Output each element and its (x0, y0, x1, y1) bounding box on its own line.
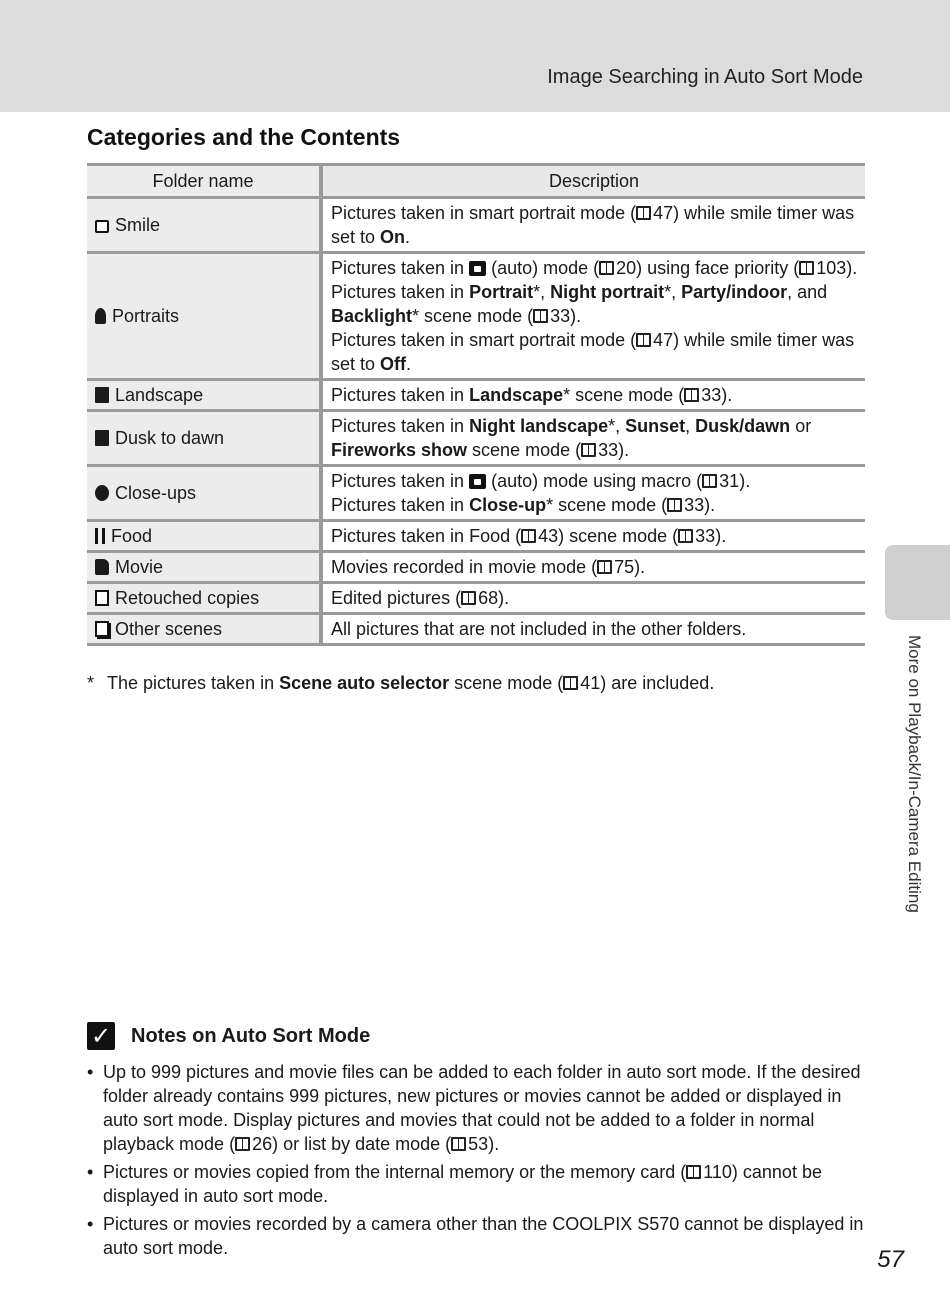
text-run: Pictures taken in (331, 258, 470, 278)
description-line (331, 586, 859, 610)
book-icon (636, 333, 651, 347)
description-cell (323, 615, 865, 646)
text-run: *, (664, 282, 682, 302)
retouch-icon (95, 590, 109, 606)
text-run: Pictures taken in (331, 471, 470, 491)
text-run: scene mode ( (449, 673, 564, 693)
book-icon (461, 591, 476, 605)
description-cell (323, 412, 865, 467)
text-run: or (790, 416, 812, 436)
text-run: 110) cannot be displayed in auto sort mode. (103, 1162, 822, 1206)
description-line (331, 493, 859, 517)
text-run: , and (787, 282, 828, 302)
book-icon (563, 676, 578, 690)
table-row (87, 522, 865, 553)
folder-name: Smile (115, 215, 161, 235)
other-scenes-icon (95, 621, 109, 637)
description-line (331, 280, 859, 328)
text-run: Movies recorded in movie mode ( (331, 557, 598, 577)
description-cell (323, 584, 865, 615)
table-row (87, 199, 865, 254)
text-run: * scene mode ( (563, 385, 685, 405)
text-run: Scene auto selector (279, 673, 450, 693)
folder-name-cell (87, 254, 323, 381)
auto-mode-icon (469, 474, 486, 489)
description-cell (323, 522, 865, 553)
folder-name-cell (87, 381, 323, 412)
text-run: Pictures taken in (331, 282, 470, 302)
description-line (331, 328, 859, 376)
book-icon (667, 498, 682, 512)
text-run: 41) are included. (580, 673, 715, 693)
table-row (87, 254, 865, 381)
text-run: 103). (816, 258, 858, 278)
folder-name: Retouched copies (115, 588, 260, 608)
text-run: 68). (478, 588, 510, 608)
book-icon (521, 529, 536, 543)
book-icon (678, 529, 693, 543)
side-tab-label: More on Playback/In-Camera Editing (905, 635, 924, 913)
text-run: . (405, 227, 411, 247)
text-run: 33). (701, 385, 733, 405)
running-head: Image Searching in Auto Sort Mode (547, 66, 863, 88)
text-run: 75). (614, 557, 646, 577)
text-run: Backlight (331, 306, 413, 326)
text-run: . (406, 354, 412, 374)
text-run: Night portrait (550, 282, 665, 302)
text-run: Pictures taken in smart portrait mode ( (331, 330, 637, 350)
text-run: Sunset (625, 416, 686, 436)
list-item (87, 1060, 865, 1156)
table-header-row (87, 163, 865, 199)
text-run: 43) scene mode ( (538, 526, 679, 546)
text-run: All pictures that are not included in the other folders. (331, 619, 747, 639)
portrait-icon (95, 308, 106, 324)
text-run: scene mode ( (467, 440, 582, 460)
text-run: Close-up (469, 495, 547, 515)
text-run: 20) using face priority ( (616, 258, 800, 278)
folder-name-cell (87, 615, 323, 646)
text-run: Pictures taken in (331, 495, 470, 515)
folder-name: Landscape (115, 385, 204, 405)
column-header-folder: Folder name (87, 163, 323, 199)
description-line (331, 469, 859, 493)
notes-title: Notes on Auto Sort Mode (131, 1024, 371, 1047)
description-cell (323, 553, 865, 584)
list-item (87, 1212, 865, 1260)
text-run: 47) while smile timer was set to (331, 330, 855, 374)
description-cell (323, 254, 865, 381)
folder-name-cell (87, 522, 323, 553)
text-run: (auto) mode ( (486, 258, 600, 278)
dusk-icon (95, 430, 109, 446)
description-cell (323, 381, 865, 412)
description-line (331, 256, 859, 280)
notes-heading (87, 1022, 370, 1050)
text-run: Pictures taken in (331, 416, 470, 436)
text-run: Night landscape (469, 416, 609, 436)
text-run: The pictures taken in (107, 673, 280, 693)
section-title: Categories and the Contents (87, 124, 401, 150)
text-run: Pictures or movies recorded by a camera other than the COOLPIX S570 cannot be displayed in auto sort mode. (103, 1214, 864, 1258)
page-number: 57 (877, 1246, 904, 1273)
text-run: Pictures taken in smart portrait mode ( (331, 203, 637, 223)
text-run: *, (608, 416, 626, 436)
text-run: 53). (468, 1134, 500, 1154)
text-run: Landscape (469, 385, 564, 405)
folder-name-cell (87, 199, 323, 254)
close-up-icon (95, 485, 109, 501)
text-run: 47) while smile timer was set to (331, 203, 855, 247)
description-line (331, 555, 859, 579)
book-icon (451, 1137, 466, 1151)
folder-name-cell (87, 467, 323, 522)
text-run: Portrait (469, 282, 534, 302)
table-row (87, 381, 865, 412)
text-run: 26) or list by date mode ( (252, 1134, 452, 1154)
book-icon (686, 1165, 701, 1179)
table-row (87, 467, 865, 522)
folder-name: Dusk to dawn (115, 428, 225, 448)
side-tab (885, 545, 950, 620)
text-run: * scene mode ( (412, 306, 534, 326)
book-icon (235, 1137, 250, 1151)
text-run: 31). (719, 471, 751, 491)
movie-icon (95, 559, 109, 575)
text-run: (auto) mode using macro ( (486, 471, 703, 491)
footnote-marker: * (87, 673, 95, 693)
notes-list (87, 1060, 865, 1264)
description-cell (323, 199, 865, 254)
auto-mode-icon (469, 261, 486, 276)
description-line (331, 617, 859, 641)
footnote (87, 671, 714, 695)
book-icon (533, 309, 548, 323)
book-icon (597, 560, 612, 574)
categories-table (87, 163, 865, 646)
book-icon (702, 474, 717, 488)
text-run: , (685, 416, 696, 436)
description-cell (323, 467, 865, 522)
text-run: *, (533, 282, 551, 302)
description-line (331, 383, 859, 407)
folder-name: Other scenes (115, 619, 223, 639)
book-icon (636, 206, 651, 220)
text-run: Dusk/dawn (695, 416, 791, 436)
text-run: * scene mode ( (546, 495, 668, 515)
description-line (331, 414, 859, 462)
food-icon (95, 528, 105, 544)
book-icon (684, 388, 699, 402)
table-row (87, 412, 865, 467)
book-icon (581, 443, 596, 457)
table-body (87, 199, 865, 646)
description-line (331, 201, 859, 249)
text-run: Pictures or movies copied from the internal memory or the memory card ( (103, 1162, 687, 1182)
checkmark-icon: ✓ (87, 1022, 115, 1050)
text-run: 33). (695, 526, 727, 546)
folder-name-cell (87, 412, 323, 467)
table-row (87, 584, 865, 615)
landscape-icon (95, 387, 109, 403)
text-run: Fireworks show (331, 440, 468, 460)
text-run: Up to 999 pictures and movie files can be added to each folder in auto sort mode. If the desired folder already contains 999 pictures, new pictures or movies cannot be added or displayed in auto sort mode. Display pictures and movies that could not be added to a folder in normal playback mode ( (103, 1062, 861, 1154)
text-run: Off (380, 354, 407, 374)
description-line (331, 524, 859, 548)
text-run: Pictures taken in Food ( (331, 526, 522, 546)
folder-name-cell (87, 553, 323, 584)
text-run: 33). (684, 495, 716, 515)
text-run: Party/indoor (681, 282, 788, 302)
folder-name: Food (111, 526, 153, 546)
table-row (87, 615, 865, 646)
list-item (87, 1160, 865, 1208)
folder-name: Close-ups (115, 483, 197, 503)
folder-name: Portraits (112, 306, 180, 326)
folder-name: Movie (115, 557, 164, 577)
book-icon (599, 261, 614, 275)
text-run: On (380, 227, 406, 247)
column-header-description: Description (323, 163, 865, 199)
text-run: Edited pictures ( (331, 588, 462, 608)
table-row (87, 553, 865, 584)
footnote-text (107, 673, 714, 693)
text-run: 33). (550, 306, 582, 326)
text-run: 33). (598, 440, 630, 460)
header-band (0, 0, 950, 112)
book-icon (799, 261, 814, 275)
smile-icon (95, 220, 109, 233)
folder-name-cell (87, 584, 323, 615)
text-run: Pictures taken in (331, 385, 470, 405)
